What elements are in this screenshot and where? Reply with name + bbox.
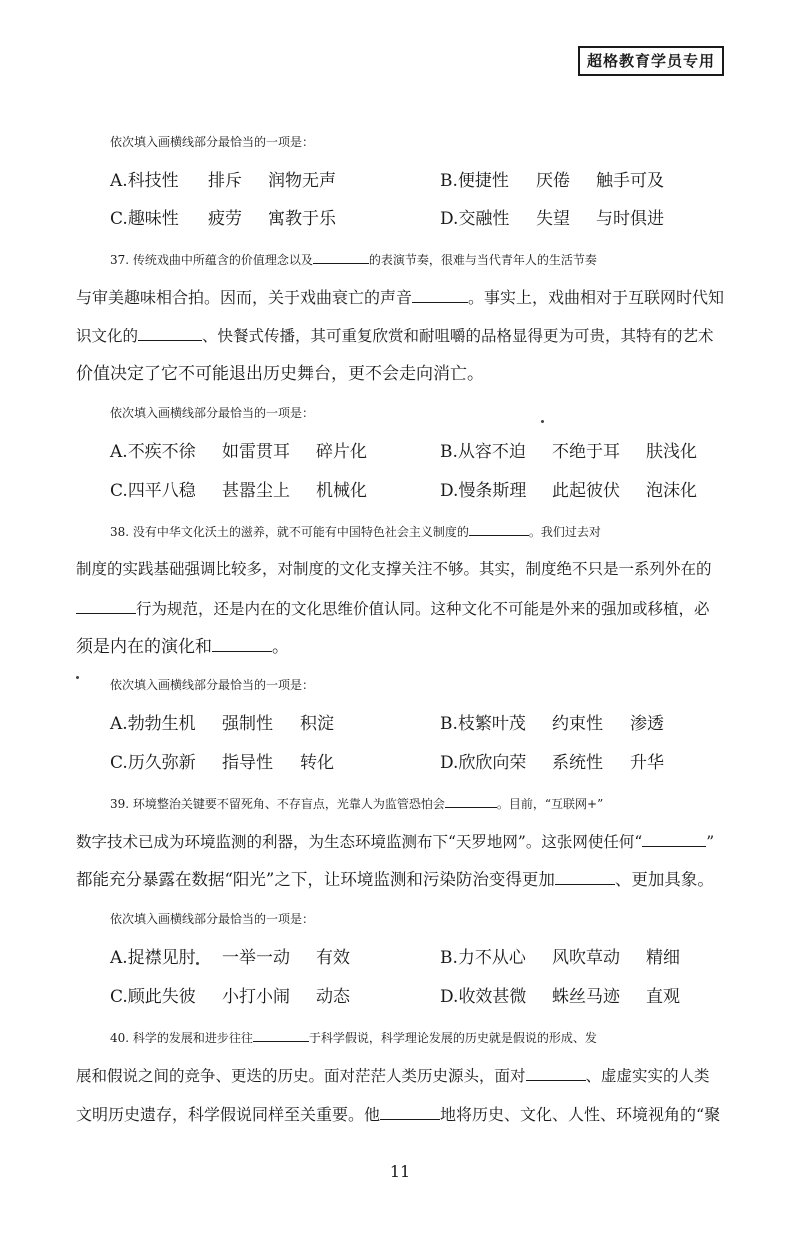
q37-option-c[interactable]: C.四平八稳 甚嚣尘上 机械化 — [110, 481, 367, 501]
q37-option-d[interactable]: D.慢条斯理 此起彼伏 泡沫化 — [440, 481, 697, 501]
q36-option-b[interactable] — [440, 169, 664, 193]
q39-line-3: 都能充分暴露在数据“阳光”之下，让环境监测和污染防治变得更加 、更加具象。 — [76, 867, 724, 892]
q36-options-row-2 — [110, 207, 730, 231]
answer-blank — [642, 829, 706, 847]
answer-blank — [380, 1102, 440, 1120]
q37-option-b[interactable]: B.从容不迫 不绝于耳 肤浅化 — [440, 442, 697, 462]
option-word-1: 交融性 — [458, 209, 510, 229]
q37-line-3: 识文化的 、快餐式传播，其可重复欣赏和耐咀嚼的品格显得更为可贵，其特有的艺术 — [76, 323, 724, 348]
q37-line-1: 37. 传统戏曲中所蕴含的价值理念以及 的表演节奏，很难与当代青年人的生活节奏 — [110, 246, 758, 272]
option-word-1: 趣味性 — [127, 209, 179, 229]
q39-option-d[interactable]: D.收效甚微 蛛丝马迹 直观 — [440, 987, 680, 1007]
option-word-3: 与时俱进 — [596, 209, 664, 229]
q39-line-2: 数字技术已成为环境监测的利器，为生态环境监测布下“天罗地网”。这张网使任何“ ” — [76, 829, 724, 854]
q38-prompt: 依次填入画横线部分最恰当的一项是： — [110, 678, 315, 692]
q36-option-d[interactable] — [440, 207, 664, 231]
q37-line-4: 价值决定了它不可能退出历史舞台，更不会走向消亡。 — [76, 364, 484, 384]
q39-option-a[interactable]: A.捉襟见肘 一举一动 有效 — [110, 948, 350, 968]
q36-prompt: 依次填入画横线部分最恰当的一项是： — [110, 135, 315, 149]
q38-line-3: 行为规范，还是内在的文化思维价值认同。这种文化不可能是外来的强加或移植，必 — [76, 596, 724, 621]
option-word-2: 失望 — [536, 209, 570, 229]
scan-speck — [196, 962, 199, 965]
answer-blank — [526, 1063, 586, 1081]
q38-options-row-2 — [110, 751, 730, 775]
answer-blank — [76, 596, 136, 614]
q39-option-c[interactable]: C.顾此失彼 小打小闹 动态 — [110, 987, 350, 1007]
q37-options-row-2 — [110, 479, 730, 503]
q38-option-b[interactable]: B.枝繁叶茂 约束性 渗透 — [440, 714, 664, 734]
option-letter: A. — [110, 171, 128, 191]
answer-blank — [555, 867, 615, 885]
q37-option-a[interactable]: A.不疾不徐 如雷贯耳 碎片化 — [110, 442, 367, 462]
q38-option-c[interactable]: C.历久弥新 指导性 转化 — [110, 753, 334, 773]
q39-option-b[interactable]: B.力不从心 风吹草动 精细 — [440, 948, 680, 968]
option-letter: D. — [440, 209, 459, 229]
option-word-2: 疲劳 — [208, 209, 242, 229]
option-word-3: 润物无声 — [268, 171, 336, 191]
q38-option-a[interactable]: A.勃勃生机 强制性 积淀 — [110, 714, 334, 734]
scan-speck — [76, 676, 79, 679]
option-word-3: 寓教于乐 — [268, 209, 336, 229]
answer-blank — [313, 246, 369, 264]
option-word-1: 便捷性 — [457, 171, 509, 191]
option-word-3: 触手可及 — [596, 171, 664, 191]
option-word-1: 科技性 — [127, 171, 179, 191]
page-number: 11 — [389, 1162, 411, 1181]
answer-blank — [253, 1024, 309, 1042]
q39-prompt: 依次填入画横线部分最恰当的一项是： — [110, 912, 315, 926]
q39-line-1: 39. 环境整治关键要不留死角、不存盲点，光靠人为监管恐怕会 。目前，“互联网+” — [110, 790, 758, 816]
answer-blank — [412, 285, 468, 303]
q38-options-row-1 — [110, 712, 730, 736]
option-word-2: 厌倦 — [536, 171, 570, 191]
answer-blank — [469, 518, 529, 536]
option-letter: C. — [110, 209, 128, 229]
option-letter: B. — [440, 171, 458, 191]
q37-line-2: 与审美趣味相合拍。因而，关于戏曲衰亡的声音 。事实上，戏曲相对于互联网时代知 — [76, 285, 724, 310]
q38-line-4: 须是内在的演化和 。 — [76, 634, 724, 659]
q36-option-a[interactable] — [110, 169, 336, 193]
q36-options-row-1 — [110, 169, 730, 193]
option-word-2: 排斥 — [208, 171, 242, 191]
q38-line-2: 制度的实践基础强调比较多，对制度的文化支撑关注不够。其实，制度绝不只是一系列外在的 — [76, 560, 712, 578]
q38-line-1: 38. 没有中华文化沃土的滋养，就不可能有中国特色社会主义制度的 。我们过去对 — [110, 518, 758, 544]
header-stamp: 超格教育学员专用 — [578, 46, 724, 76]
q40-line-3: 文明历史遗存，科学假说同样至关重要。他 地将历史、文化、人性、环境视角的“聚 — [76, 1102, 724, 1127]
scan-speck — [541, 420, 544, 423]
q39-options-row-1 — [110, 946, 730, 970]
q37-options-row-1 — [110, 440, 730, 464]
q37-prompt: 依次填入画横线部分最恰当的一项是： — [110, 406, 315, 420]
q36-option-c[interactable] — [110, 207, 336, 231]
q40-line-1: 40. 科学的发展和进步往往 于科学假说，科学理论发展的历史就是假说的形成、发 — [110, 1024, 758, 1050]
q40-line-2: 展和假说之间的竞争、更迭的历史。面对茫茫人类历史源头，面对 、虚虚实实的人类 — [76, 1063, 724, 1088]
answer-blank — [212, 634, 272, 652]
q38-option-d[interactable]: D.欣欣向荣 系统性 升华 — [440, 753, 664, 773]
answer-blank — [445, 790, 497, 808]
answer-blank — [138, 323, 202, 341]
q39-options-row-2 — [110, 985, 730, 1009]
